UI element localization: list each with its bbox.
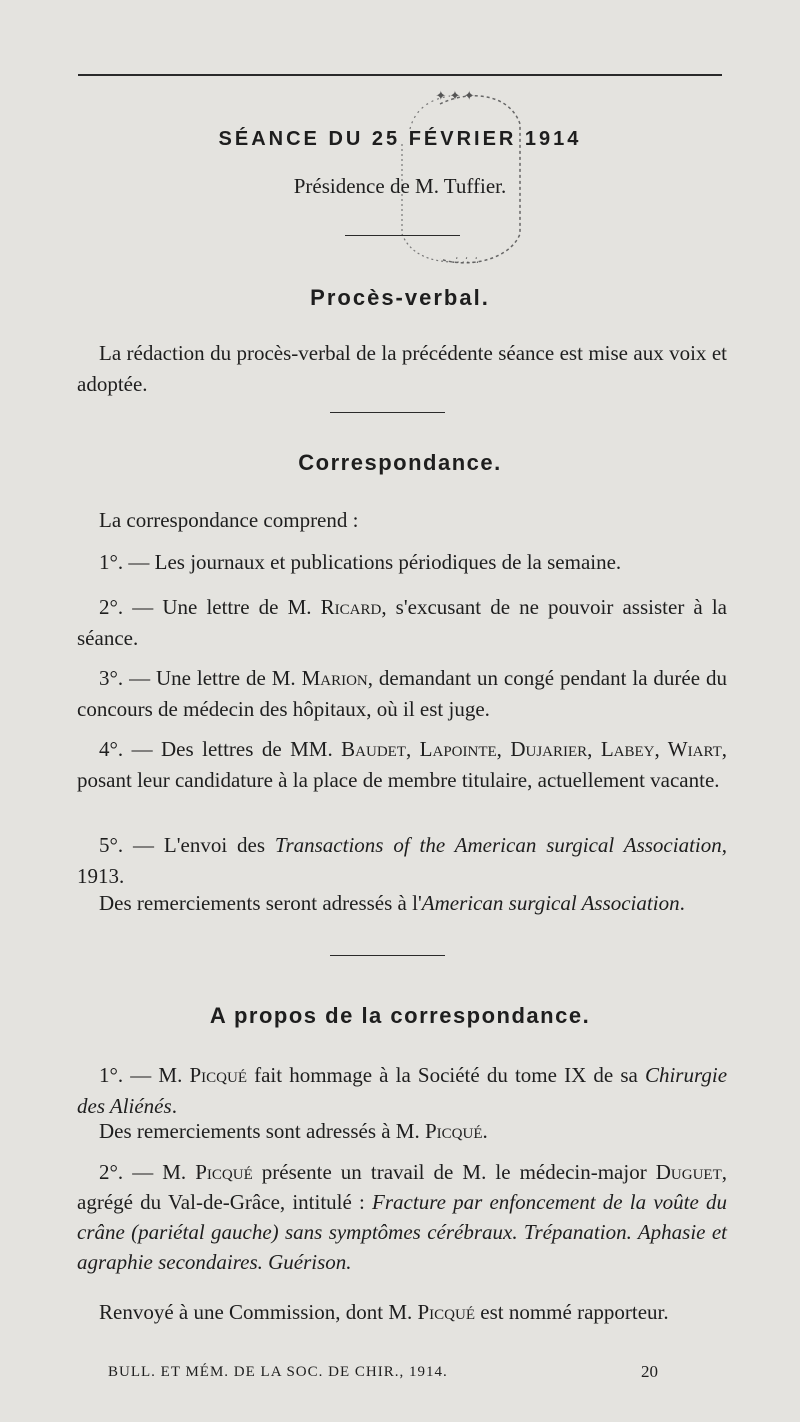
publication-title: Transactions of the American surgical Association [274,833,722,857]
a-propos-heading: A propos de la correspondance. [209,1003,591,1028]
correspondance-item-3: 3°. — Une lettre de M. Marion, demandant un congé pendant la durée du concours de médecin des hôpitaux, où il est juge. [77,666,727,721]
work-title: Fracture par enfoncement de la voûte du crâne (pariétal gauche) sans symptômes cérébraux. Trépanation. Aphasie et agraphie secondaires. Guérison. [77,1190,727,1274]
person-name: Ricard [320,595,382,619]
person-names: Baudet, Lapointe, Dujarier, Labey, Wiart [341,737,722,761]
correspondance-item-4: 4°. — Des lettres de MM. Baudet, Lapointe, Dujarier, Labey, Wiart, posant leur candidature à la place de membre titulaire, actuellement vacante. [77,737,727,792]
presidence-line: Présidence de M. Tuffier. [293,174,507,198]
person-name: Picqué [189,1063,247,1087]
correspondance-heading: Correspondance. [298,450,502,475]
svg-text:∴ ∴ ∴: ∴ ∴ ∴ [451,255,479,267]
page-number: 20 [641,1362,658,1381]
correspondance-item-1: 1°. — Les journaux et publications périodiques de la semaine. [99,550,622,574]
section-divider [330,412,445,413]
section-divider [330,955,445,956]
a-propos-renvoye: Renvoyé à une Commission, dont M. Picqué est nommé rapporteur. [99,1300,669,1324]
page-footer [108,1364,658,1381]
a-propos-item-1: 1°. — M. Picqué fait hommage à la Société du tome IX de sa Chirurgie des Aliénés. [77,1063,728,1118]
correspondance-remerciements: Des remerciements seront adressés à l'American surgical Association. [99,891,685,915]
top-rule [78,74,722,76]
person-name: Picqué [417,1300,476,1324]
book-title: Chirurgie des Aliénés [77,1063,728,1118]
person-name: Marion [301,666,368,690]
association-name: American surgical Association [421,891,680,915]
journal-citation: BULL. ET MÉM. DE LA SOC. DE CHIR., 1914. [108,1364,448,1380]
a-propos-remerciements: Des remerciements sont adressés à M. Picqué. [99,1119,488,1143]
a-propos-item-2: 2°. — M. Picqué présente un travail de M. le médecin-major Duguet, agrégé du Val-de-Grâce, intitulé : Fracture par enfoncement de la voûte du crâne (pariétal gauche) sans symptômes cérébraux. Trépanation. Aphasie et agraphie secondaires. Guérison. [77,1160,728,1274]
correspondance-intro: La correspondance comprend : [99,508,359,532]
person-name: Picqué [195,1160,253,1184]
proces-verbal-text: La rédaction du procès-verbal de la précédente séance est mise aux voix et adoptée. [77,341,727,396]
svg-text:✦ ✦ ✦: ✦ ✦ ✦ [435,88,475,103]
seance-title: SÉANCE DU 25 FÉVRIER 1914 [218,128,582,150]
correspondance-item-5: 5°. — L'envoi des Transactions of the American surgical Association, 1913. [77,833,727,888]
proces-verbal-heading: Procès-verbal. [310,285,490,310]
person-name: Picqué [424,1119,483,1143]
person-name: Duguet [655,1160,722,1184]
section-divider [345,235,460,236]
correspondance-item-2: 2°. — Une lettre de M. Ricard, s'excusant de ne pouvoir assister à la séance. [77,595,727,650]
